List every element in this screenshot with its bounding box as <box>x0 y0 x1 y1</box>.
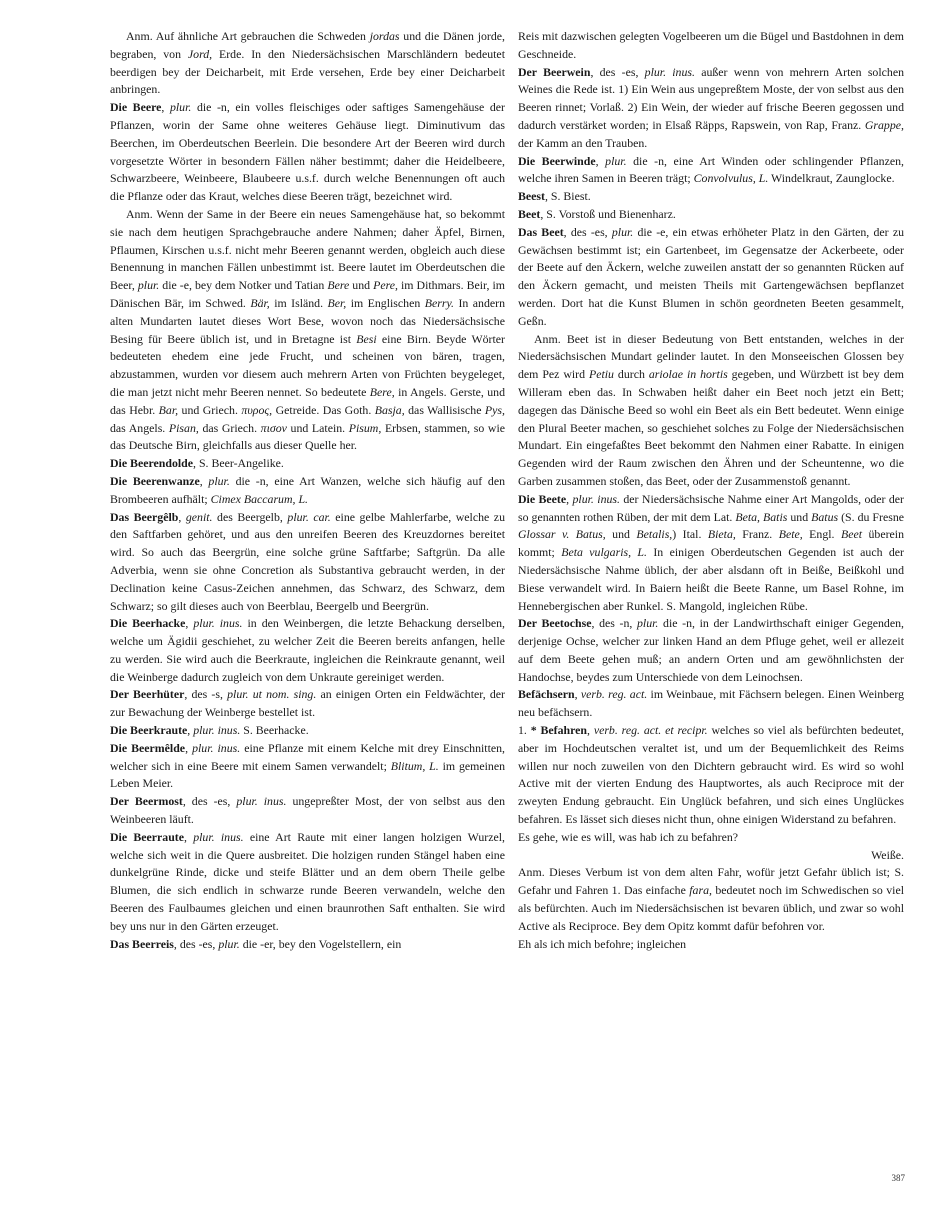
text-run: an einigen Orten ein Feldwächter, der zur Bewachung der Weinberge bestellet ist. <box>110 687 505 720</box>
text-run: des Beergelb, <box>212 509 288 524</box>
text-run: das Griech. <box>198 420 261 435</box>
italic-term: verb. reg. act. et recipr. <box>593 723 708 738</box>
text-run: Erde. In den Niedersächsischen Marschländern bedeutet beerdigen bey der Deicharbeit, mit Erde versehen, Erde bey einer Deicharbeit anbringen. <box>110 46 505 97</box>
text-run: die -n, ein volles fleischiges oder saftiges Samengehäuse der Pflanzen, worin der Same ohne weiteres Gehäuse liegt. Diminutivum das Beerchen, im Oberdeutschen Beerlein. Die besondere Art der Beeren wird durch vorgesetzte Wörter in besondern Fällen näher bestimmt; daher die Heidelbeere, Schwarzbeere, Weinbeere, Blaubeere u.s.f. durch welche Benennungen oft auch die Pflanze oder das Kraut, welches diese Beeren trägt, bezeichnet wird. <box>110 100 505 204</box>
italic-term: Berry. <box>424 295 455 310</box>
italic-term: Glossar v. Batus, <box>518 527 606 542</box>
headword: Der Beerhüter <box>110 687 185 702</box>
headword: Das Beerreis <box>110 936 174 951</box>
text-run: , <box>161 100 170 115</box>
italic-term: genit. <box>185 509 213 524</box>
text-run: im Dithmars. Beir, im Dänischen Bär, im Schwed. <box>110 278 505 310</box>
text-run: Anm. Beet ist in dieser Bedeutung von Bett entstanden, welches in der Niedersächsischen Mundart gelinder lautet. In den Monseeischen Glossen bey dem Pez wird <box>518 331 904 382</box>
text-run: Windelkraut, Zaunglocke. <box>768 171 895 186</box>
italic-term: Basja, <box>374 402 405 417</box>
text-run: die -e, bey dem Notker und Tatian <box>159 278 328 293</box>
text-run: , des -es, <box>590 64 645 79</box>
text-run: das Angels. <box>110 420 169 435</box>
entry-paragraph <box>518 64 904 153</box>
italic-term: Beta, Batis <box>735 509 788 524</box>
italic-term: plur. inus. <box>193 829 244 844</box>
italic-term: Pys, <box>484 402 505 417</box>
text-run: der Kamm an den Trauben. <box>518 135 648 150</box>
text-run: und Latein. <box>286 420 349 435</box>
italic-term: Bere <box>327 278 350 293</box>
text-run: außer wenn von mehrern Arten solchen Weines die Rede ist. 1) Ein Wein aus ungepreßtem Moste, der von selbst aus den Beeren rinnet; Vorlaß. 2) Ein Wein, der wieder auf frische Beeren gegossen und dadurch verstärket worden; in Elsaß Räpps, Rapswein, von Rap, Franz. <box>518 64 904 132</box>
entry-paragraph <box>110 936 505 954</box>
italic-term: Pisum, <box>348 420 382 435</box>
italic-term: πυρος, <box>241 402 273 417</box>
italic-term: Betalis, <box>636 527 673 542</box>
text-run: und <box>605 527 637 542</box>
headword: Das Beet <box>518 224 564 239</box>
text-run: im Weinbaue, mit Fächsern belegen. Einen Weinberg neu befächsern. <box>518 687 905 720</box>
entry-paragraph <box>518 28 904 64</box>
entry-paragraph <box>110 793 505 829</box>
text-run: , S. Beer-Angelike. <box>193 456 284 471</box>
italic-term: plur. inus. <box>192 740 241 755</box>
entry-paragraph <box>110 722 505 740</box>
italic-term: Cimex Baccarum, L. <box>210 491 309 506</box>
text-run: im Englischen <box>346 295 425 310</box>
text-run: eine Art Raute mit einer langen holzigen Wurzel, welche sich weit in die Quere ausbreitet. Die holzigen runden Stängel haben eine dunkelgrüne Rinde, dicke und steife Blätter und an dem obern Theile gelbe Blumen, die sich endlich in schwarze runde Beeren verwandeln, welche den Beeren des Faulbaumes gleichen und einen braunrothen Saft enthalten. Sie wird bey uns nur in den Gärten erzeuget. <box>110 829 506 933</box>
text-run: , des -n, <box>591 616 637 631</box>
text-run: In einigen Oberdeutschen Gegenden ist auch der Niedersächsische Nahme üblich, der aber alsdann oft in Beiße, Beißkohl und Biese verwandelt wird. In Baiern heißt die Beete Ranne, um Basel Rohne, im Hennebergischen aber Runkel. S. Mangold, ingleichen Rübe. <box>518 545 905 613</box>
text-run: (S. du Fresne <box>838 509 905 524</box>
text-run: , S. Biest. <box>544 189 591 204</box>
text-run: in Angels. Gerste, und das Hebr. <box>110 384 505 417</box>
text-run: , <box>566 491 573 506</box>
entry-paragraph <box>518 686 904 722</box>
italic-term: plur. <box>218 936 240 951</box>
headword: Die Beerenwanze <box>110 473 200 488</box>
headword: * Befahren <box>530 723 587 738</box>
text-run: Reis mit dazwischen gelegten Vogelbeeren um die Bügel und Bastdohnen in dem Geschneide. <box>518 29 904 61</box>
text-run: Engl. <box>802 527 841 542</box>
text-run: 1. <box>518 723 531 738</box>
italic-term: Bere, <box>369 384 395 399</box>
text-run: die -er, bey den Vogelstellern, ein <box>239 936 402 951</box>
headword: Die Beerwinde <box>518 153 596 168</box>
entry-paragraph <box>110 473 505 509</box>
text-run: durch <box>613 367 649 382</box>
italic-term: plur. inus. <box>572 491 620 506</box>
text-run: die -n, eine Art Winden oder schlingender Pflanzen, welche ihren Samen in Beeren trägt; <box>518 153 905 186</box>
italic-term: Blitum, L. <box>390 758 439 773</box>
text-run: eine gelbe Mahlerfarbe, welche zu den Saftfarben gehöret, und aus den unreifen Beeren des Kreuzdornes bereitet wird. So auch das Beergrün, eine solche grüne Saftfarbe; Saftgrün. Da alle Adverbia, wenn sie ohne Concretion als Substantiva gebraucht werden, in der Declination keine Casus-Zeichen annehmen, das Schwarz, des Schwarz, dem Schwarz; so gilt dieses auch von Beerblau, Beergelb und Beergrün. <box>110 509 505 613</box>
text-run: , <box>574 687 581 702</box>
text-run: und Griech. <box>178 402 242 417</box>
text-run: im gemeinen Leben Meier. <box>110 758 506 791</box>
text-run: Weiße. <box>871 847 904 862</box>
text-run: Erbsen, stammen, so wie das Deutsche Birn, gleichfalls aus dieser Quelle her. <box>110 420 505 453</box>
text-run: , <box>199 473 209 488</box>
entry-paragraph <box>518 615 904 686</box>
text-run: Eh als ich mich befohre; ingleichen <box>518 936 687 951</box>
italic-term: Jord, <box>187 46 213 61</box>
entry-paragraph <box>518 153 904 189</box>
text-run: Anm. Auf ähnliche Art gebrauchen die Schweden <box>126 29 370 43</box>
annotation-paragraph <box>110 28 505 99</box>
entry-paragraph <box>110 509 505 616</box>
entry-paragraph <box>518 206 904 224</box>
italic-term: plur. inus. <box>644 64 695 79</box>
italic-term: Grappe, <box>864 117 904 132</box>
headword: Beet <box>518 206 541 221</box>
text-run: Es gehe, wie es will, was hab ich zu befahren? <box>518 829 739 844</box>
entry-paragraph <box>110 740 505 793</box>
italic-term: plur. <box>169 100 192 115</box>
text-run: , des -es, <box>182 794 237 809</box>
text-run: In andern alten Mundarten lautet dieses Wort Bese, wovon noch das Niedersächsische Besing für Beere üblich ist, und in Bretagne ist <box>110 295 505 346</box>
italic-term: πισον <box>260 420 287 435</box>
text-run: , <box>178 509 186 524</box>
annotation-paragraph <box>110 206 505 455</box>
italic-term: verb. reg. act. <box>580 687 648 702</box>
text-run: , S. Vorstoß und Bienenharz. <box>540 206 676 221</box>
text-run: und <box>349 278 374 293</box>
headword: Der Beerwein <box>518 64 591 79</box>
text-run: gegeben, und Würzbett ist bey dem Willeram eben das. In Schwaben heißt daher ein Beet noch jetzt ein Bett; dagegen das Dänische Beed so wohl ein Beet als ein Bett bedeutet. Wenn einige den Plural Beeter machen, so geschiehet solches zu Folge der Niedersächsischen Mundart. Ein eingefaßtes Beet bekommt den Nahmen einer Rabatte. In einigen Gegenden wird der Raum zwischen den Ähren und der Scheuntenne, wo die Garben zusammen stoßen, das Beet, oder der Zusammenstoß genannt. <box>518 367 904 488</box>
verse-quote <box>518 829 904 847</box>
italic-term: plur. inus. <box>236 794 287 809</box>
italic-term: Bar, <box>158 402 179 417</box>
italic-term: plur. <box>605 153 627 168</box>
verse-quote <box>518 936 904 954</box>
headword: Die Beermêlde <box>110 740 186 755</box>
entry-paragraph <box>518 188 904 206</box>
text-run: und <box>787 509 812 524</box>
quote-attribution <box>518 847 904 865</box>
text-run: Anm. Wenn der Same in der Beere ein neues Samengehäuse hat, so bekommt sie nach dem heutigen Sprachgebrauche andere Nahmen; daher Äpfel, Birnen, Pflaumen, Kirschen u.s.f. nicht mehr Beeren genannt werden, obgleich auch diese Benennung in manchen Fällen unbestimmt ist. Beere lautet im Oberdeutschen die Beer, <box>110 206 505 293</box>
text-run: , <box>185 740 193 755</box>
entry-paragraph <box>110 99 505 206</box>
text-run: , <box>587 723 594 738</box>
annotation-paragraph <box>518 331 904 491</box>
text-run: , des -es, <box>173 936 219 951</box>
italic-term: plur. car. <box>287 509 331 524</box>
italic-term: Batus <box>811 509 839 524</box>
text-run: die -e, ein etwas erhöheter Platz in den Gärten, der zu Gewächsen bestimmt ist; ein Gartenbeet, im Gegensatze der Ackerbeete, oder der Beete auf den Äckern, welche zuweilen anstatt der so genannten Rücken auf den Äckern gemacht, und meisten Theils mit Gartengewächsen bepflanzet werden. Dort hat die Kunst Blumen in schön geordneten Beeten gesammelt, Geßn. <box>518 224 905 328</box>
entry-paragraph <box>518 722 904 829</box>
text-run: im Isländ. <box>269 295 328 310</box>
italic-term: Bär, <box>250 295 270 310</box>
text-run: überein kommt; <box>518 527 904 560</box>
text-run: ) Ital. <box>672 527 708 542</box>
text-run: eine Birn. Beyde Wörter bedeuteten ehedem eine jede Frucht, und scheinen von bären, tragen, abzustammen, wurden vor diesem auch mehrern Arten von Früchten beygeleget, die man jetzt nicht mehr Beeren nennet. So bedeutete <box>110 331 505 399</box>
text-run: , <box>185 616 194 631</box>
italic-term: plur. <box>611 224 634 239</box>
text-run: , des -s, <box>184 687 228 702</box>
italic-term: Convolvulus, L. <box>693 171 769 186</box>
italic-term: plur. inus. <box>193 723 241 738</box>
entry-paragraph <box>110 615 505 686</box>
italic-term: plur. <box>636 616 659 631</box>
italic-term: Bete, <box>778 527 803 542</box>
entry-paragraph <box>110 829 505 936</box>
text-run: , <box>184 829 194 844</box>
italic-term: plur. inus. <box>193 616 243 631</box>
entry-paragraph <box>110 455 505 473</box>
text-run: welches so viel als befürchten bedeutet, aber im Hochdeutschen veraltet ist, und um der Bequemlichkeit des Reims willen nur noch zuweilen von den Dichtern gebraucht wird. Es wird so wohl Active mit der vierten Endung des Hauptwortes, als auch Reciproce mit der zweyten Endung gebraucht. Ein Unglück befahren, und sich eines Unglückes befahren. Es lässet sich dieses nicht thun, ohne einigen Widerstand zu befahren. <box>518 723 905 827</box>
text-run: ungepreßter Most, der von selbst aus den Weinbeeren läuft. <box>110 794 506 827</box>
text-run: die -n, in der Landwirthschaft einiger Gegenden, derjenige Ochse, welcher zur linken Hand an dem Pfluge gehet, weil er allezeit auf dem Beete gehen muß; an andern Orten und am gewöhnlichsten der Handochse, beydes zum Unterschiede von dem Leinochsen. <box>518 616 904 684</box>
italic-term: Petiu <box>588 367 614 382</box>
page-number: 387 <box>891 1173 905 1183</box>
italic-term: ariolae in hortis <box>648 367 728 382</box>
text-run: , des -es, <box>563 224 612 239</box>
entry-paragraph <box>518 491 904 616</box>
text-run: die -n, eine Art Wanzen, welche sich häufig auf den Brombeeren aufhält; <box>110 473 506 506</box>
italic-term: Ber, <box>327 295 347 310</box>
headword: Der Beermost <box>110 794 183 809</box>
italic-term: Pisan, <box>168 420 199 435</box>
text-run: , <box>595 153 606 168</box>
italic-term: jordas <box>369 29 400 43</box>
italic-term: Pere, <box>373 278 398 293</box>
entry-paragraph <box>518 224 904 331</box>
right-column <box>518 28 904 953</box>
text-run: eine Pflanze mit einem Kelche mit drey Einschnitten, welcher sich in eine Beere mit einem Samen verwandelt; <box>110 740 506 773</box>
text-run: bedeutet noch im Schwedischen so viel als befürchten. Auch im Niedersächsischen ist bevaren üblich, und zwar so wohl Active als Reciproce. Bey dem Opitz kommt dafür befohren vor. <box>518 883 904 933</box>
headword: Die Beete <box>518 491 567 506</box>
headword: Das Beergêlb <box>110 509 179 524</box>
italic-term: plur. <box>208 473 230 488</box>
text-run: in den Weinbergen, die letzte Behackung derselben, welche um Ägidii geschiehet, zu welcher Zeit die Beeren bereits anfangen, helle zu werden. Sie wird auch die Beerkraute, ingleichen die Reinkraute genannt, weil die Weinberge dadurch zugleich von dem Unkraute gereiniget werden. <box>110 616 506 684</box>
text-run: Getreide. Das Goth. <box>272 402 375 417</box>
text-run: Franz. <box>735 527 779 542</box>
italic-term: Bieta, <box>707 527 736 542</box>
italic-term: Beta vulgaris, L. <box>561 545 647 560</box>
headword: Die Beerraute <box>110 829 184 844</box>
headword: Die Beere <box>110 100 162 115</box>
entry-paragraph <box>110 686 505 722</box>
headword: Die Beerkraute <box>110 723 188 738</box>
text-run: das Wallisische <box>404 402 485 417</box>
headword: Die Beerhacke <box>110 616 186 631</box>
left-column <box>110 28 505 953</box>
italic-term: fara, <box>689 883 712 898</box>
text-run: S. Beerhacke. <box>240 723 309 738</box>
italic-term: Besi <box>356 331 377 346</box>
text-run: Anm. Dieses Verbum ist von dem alten Fahr, wofür jetzt Gefahr üblich ist; S. Gefahr und Fahren 1. Das einfache <box>518 865 904 898</box>
italic-term: Beet <box>840 527 863 542</box>
headword: Beest <box>518 189 545 204</box>
text-run: und die Dänen jorde, begraben, von <box>110 29 505 61</box>
headword: Befächsern <box>518 687 575 702</box>
text-run: , <box>187 723 194 738</box>
headword: Der Beetochse <box>518 616 592 631</box>
entry-paragraph <box>518 864 904 935</box>
headword: Die Beerendolde <box>110 456 194 471</box>
italic-term: plur. ut nom. sing. <box>227 687 317 702</box>
italic-term: plur. <box>137 278 160 293</box>
text-run: der Niedersächsische Nahme einer Art Mangolds, oder der so genannten rothen Rüben, der mit dem Lat. <box>518 491 905 524</box>
